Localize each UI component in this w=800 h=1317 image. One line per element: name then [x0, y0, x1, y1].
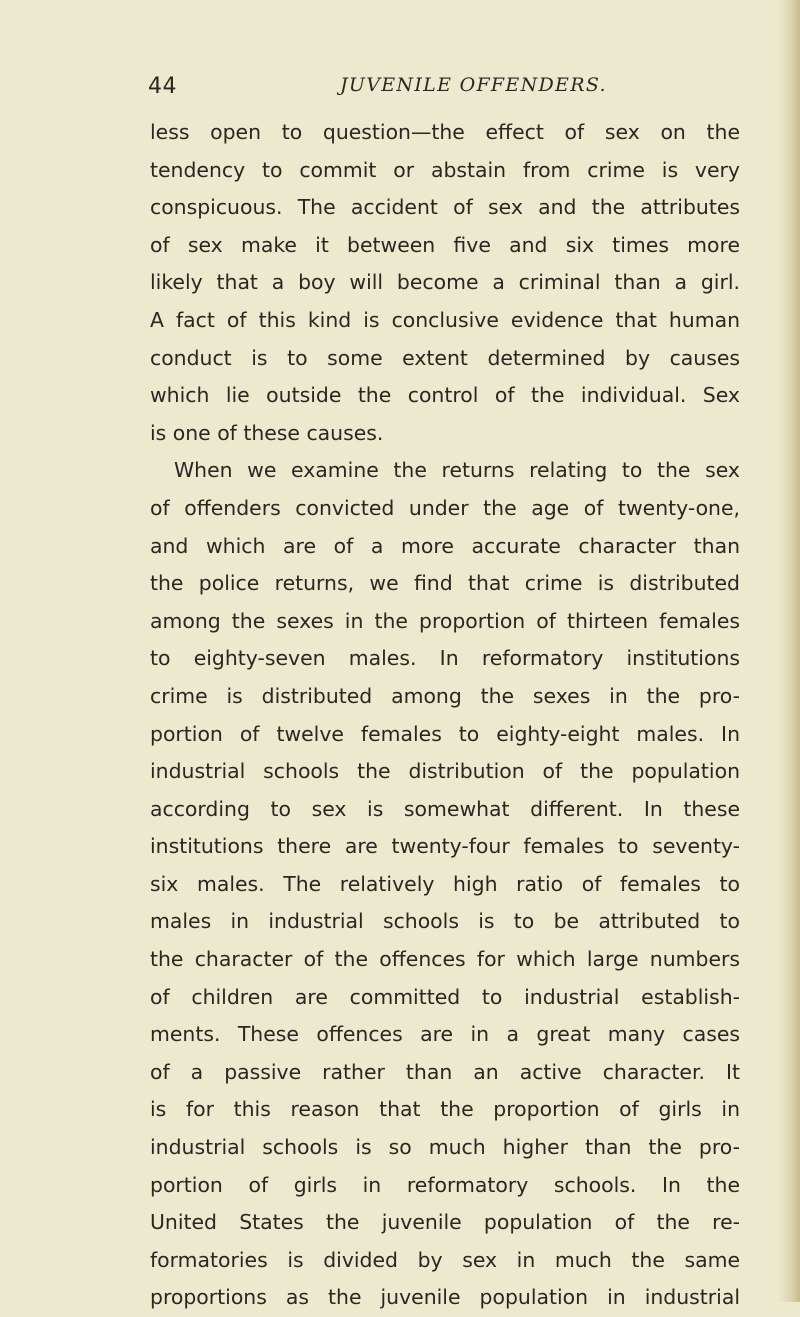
- text-line: crime is distributed among the sexes in the pro-: [150, 683, 740, 708]
- text-line: proportions as the juvenile population in industrial: [150, 1285, 740, 1310]
- text-line: among the sexes in the proportion of thirteen females: [150, 608, 740, 633]
- text-line: to eighty-seven males. In reformatory institutions: [150, 646, 740, 671]
- text-line: conspicuous. The accident of sex and the attributes: [150, 195, 740, 220]
- text-line: which lie outside the control of the individual. Sex: [150, 383, 740, 408]
- text-line: conduct is to some extent determined by causes: [150, 345, 740, 370]
- text-line: portion of girls in reformatory schools. In the: [150, 1172, 740, 1197]
- page-number: 44: [148, 74, 177, 99]
- running-head: [0, 74, 800, 104]
- text-line: of offenders convicted under the age of twenty-one,: [150, 495, 740, 520]
- running-title: JUVENILE OFFENDERS.: [340, 74, 607, 96]
- text-line: industrial schools is so much higher than the pro-: [150, 1135, 740, 1160]
- text-line: portion of twelve females to eighty-eight males. In: [150, 721, 740, 746]
- text-line: of a passive rather than an active character. It: [150, 1059, 740, 1084]
- text-line: United States the juvenile population of the re-: [150, 1210, 740, 1235]
- text-line: institutions there are twenty-four females to seventy-: [150, 834, 740, 859]
- text-line: industrial schools the distribution of the population: [150, 759, 740, 784]
- text-line: six males. The relatively high ratio of females to: [150, 871, 740, 896]
- text-line: tendency to commit or abstain from crime is very: [150, 157, 740, 182]
- text-line: the police returns, we find that crime is distributed: [150, 571, 740, 596]
- text-line: formatories is divided by sex in much the same: [150, 1247, 740, 1272]
- body-text: [150, 114, 740, 1317]
- text-line: males in industrial schools is to be attributed to: [150, 909, 740, 934]
- text-line: and which are of a more accurate character than: [150, 533, 740, 558]
- text-line: is one of these causes.: [150, 420, 384, 445]
- text-line: likely that a boy will become a criminal than a girl.: [150, 270, 740, 295]
- text-line: less open to question—the effect of sex on the: [150, 120, 740, 144]
- text-line: the character of the offences for which large numbers: [150, 947, 740, 972]
- text-line: is for this reason that the proportion of girls in: [150, 1097, 740, 1122]
- text-line: of children are committed to industrial establish-: [150, 984, 740, 1009]
- text-line: ments. These offences are in a great many cases: [150, 1022, 740, 1047]
- page-edge: [778, 0, 800, 1302]
- text-line: When we examine the returns relating to the sex: [174, 458, 740, 483]
- text-line: of sex make it between five and six times more: [150, 232, 740, 257]
- text-line: according to sex is somewhat different. In these: [150, 796, 740, 821]
- text-line: A fact of this kind is conclusive evidence that human: [150, 307, 740, 332]
